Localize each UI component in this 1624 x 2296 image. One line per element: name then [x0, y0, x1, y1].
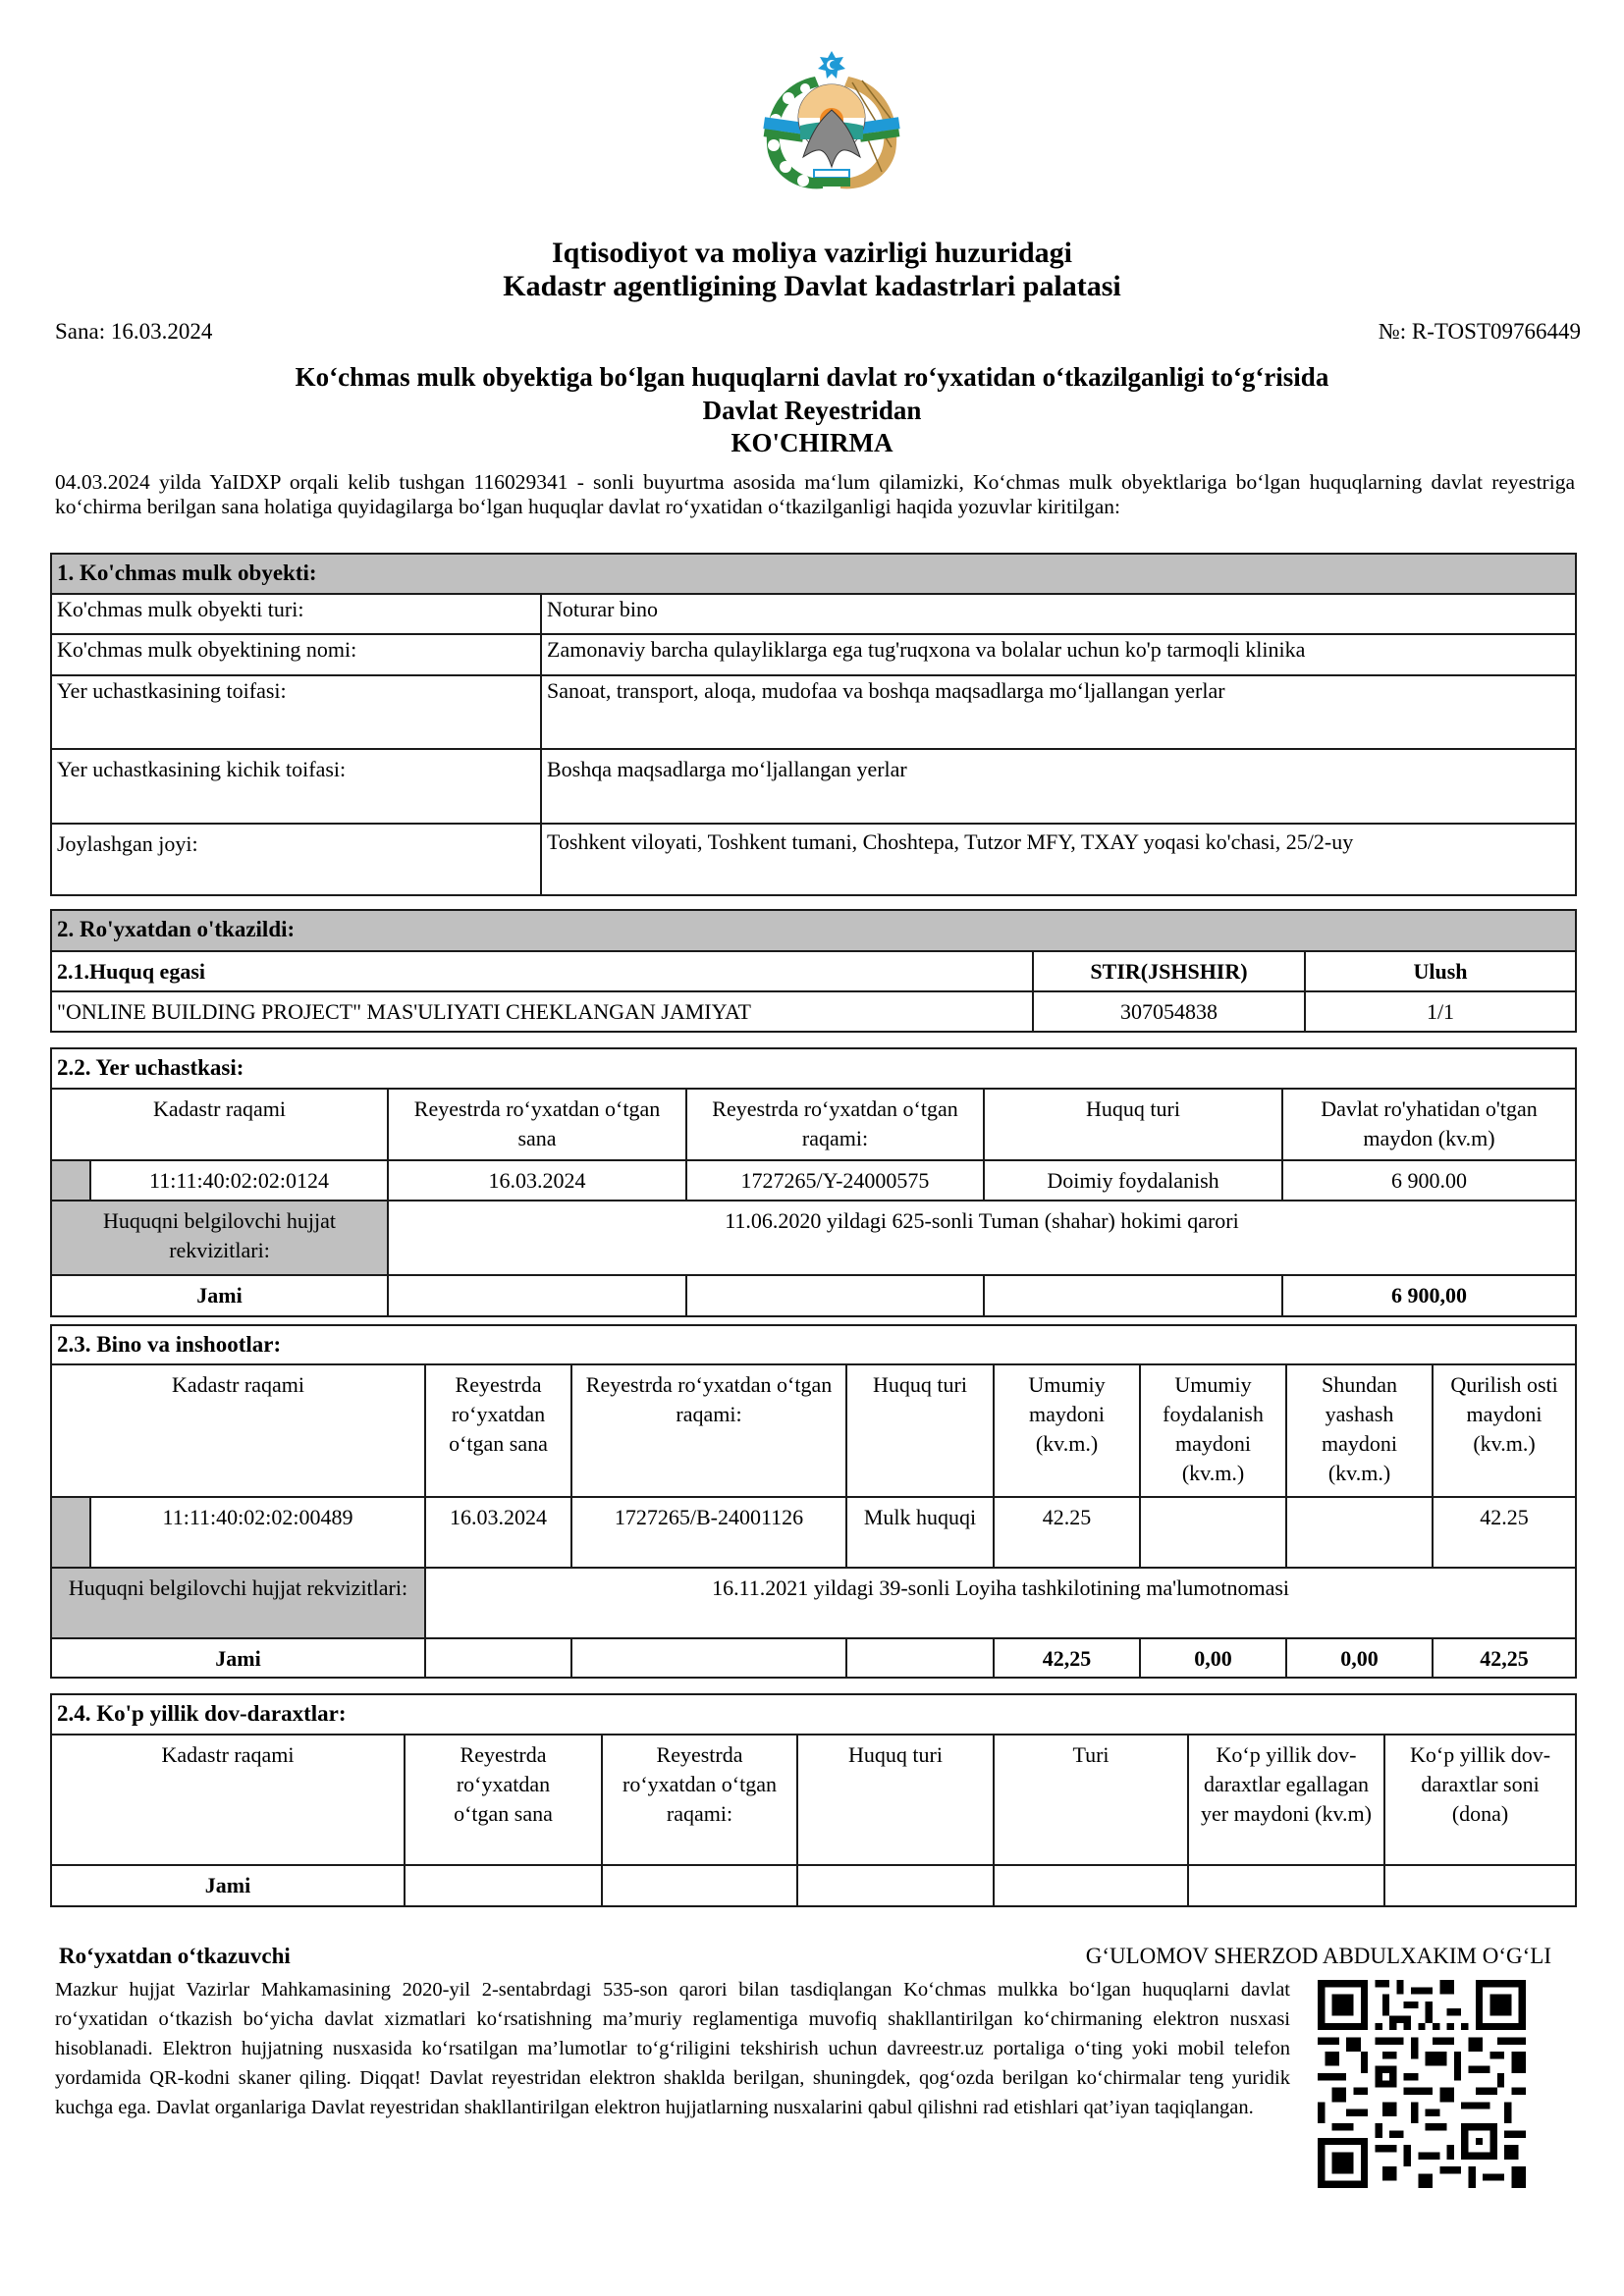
field-label: Ko'chmas mulk obyektining nomi:: [51, 634, 541, 675]
footprint-area: 42.25: [1433, 1497, 1576, 1568]
column-header: Davlat ro'yhatidan o'tgan maydon (kv.m): [1282, 1089, 1576, 1160]
owner-name: "ONLINE BUILDING PROJECT" MAS'ULIYATI CHEKLANGAN JAMIYAT: [51, 991, 1033, 1032]
column-header: Huquq turi: [846, 1364, 994, 1497]
empty-cell: [686, 1275, 984, 1316]
table-row: [51, 1160, 1576, 1201]
title-document-value: 16.11.2021 yildagi 39-sonli Loyiha tashkilotining ma'lumotnomasi: [425, 1568, 1576, 1638]
cadastre-number: 11:11:40:02:02:0124: [90, 1160, 388, 1201]
field-value: Toshkent viloyati, Toshkent tumani, Choshtepa, Tutzor MFY, TXAY yoqasi ko'chasi, 25/2-uy: [541, 824, 1576, 895]
section-2-title: 2. Ro'yxatdan o'tkazildi:: [51, 910, 1576, 951]
living-area-sum: 0,00: [1286, 1638, 1433, 1678]
column-header: Reyestrda ro‘yxatdan o‘tgan sana: [405, 1735, 602, 1865]
empty-cell: [602, 1865, 797, 1906]
registrar-label: Ro‘yxatdan o‘tkazuvchi: [59, 1944, 291, 1968]
table-row: [51, 991, 1576, 1032]
right-type: Doimiy foydalanish: [984, 1160, 1282, 1201]
column-header: Qurilish osti maydoni (kv.m.): [1433, 1364, 1576, 1497]
intro-paragraph: 04.03.2024 yilda YaIDXP orqali kelib tushgan 116029341 - sonli buyurtma asosida ma‘lum qilamizki, Ko‘chmas mulk obyektlariga bo‘lgan huquqlarning davlat reyestriga ko‘chirma berilgan sana holatiga quyidagilarga bo‘lgan huquqlar davlat ro‘yxatidan o‘tkazilganligi haqida yozuvlar kiritilgan:: [55, 470, 1575, 518]
column-header: Reyestrda ro‘yxatdan o‘tgan sana: [388, 1089, 686, 1160]
column-header: Huquq turi: [797, 1735, 994, 1865]
empty-cell: [388, 1275, 686, 1316]
title-document-label: Huquqni belgilovchi hujjat rekvizitlari:: [51, 1568, 425, 1638]
owner-stir: 307054838: [1033, 991, 1305, 1032]
table-row: [51, 824, 1576, 895]
doc-title-line1: Ko‘chmas mulk obyektiga bo‘lgan huquqlarni davlat ro‘yxatidan o‘tkazilganligi to‘g‘risida: [295, 362, 1329, 392]
field-label: Ko'chmas mulk obyekti turi:: [51, 594, 541, 634]
column-header: Reyestrda ro‘yxatdan o‘tgan sana: [425, 1364, 571, 1497]
empty-cell: [846, 1638, 994, 1678]
buildings-table: [50, 1324, 1577, 1679]
perennial-trees-table: [50, 1693, 1577, 1907]
column-header: Kadastr raqami: [51, 1364, 425, 1497]
property-object-table: [50, 553, 1577, 896]
row-marker: [51, 1160, 90, 1201]
common-area: [1140, 1497, 1286, 1568]
table-row: [51, 749, 1576, 824]
common-area-sum: 0,00: [1140, 1638, 1286, 1678]
empty-cell: [425, 1638, 571, 1678]
total-label: Jami: [51, 1638, 425, 1678]
column-header: Umumiy maydoni (kv.m.): [994, 1364, 1140, 1497]
document-number: №: R-TOST09766449: [1378, 319, 1581, 344]
table-row: [51, 675, 1576, 749]
registration-date: 16.03.2024: [425, 1497, 571, 1568]
column-header: Reyestrda ro‘yxatdan o‘tgan raqami:: [602, 1735, 797, 1865]
state-emblem-icon: [754, 49, 909, 196]
registration-number: 1727265/B-24001126: [571, 1497, 846, 1568]
right-type: Mulk huquqi: [846, 1497, 994, 1568]
column-header: Ko‘p yillik dov-daraxtlar egallagan yer maydoni (kv.m): [1188, 1735, 1384, 1865]
section-2-4-title: 2.4. Ko'p yillik dov-daraxtlar:: [51, 1694, 1576, 1735]
living-area: [1286, 1497, 1433, 1568]
footprint-area-sum: 42,25: [1433, 1638, 1576, 1678]
field-value: Zamonaviy barcha qulayliklarga ega tug'ruqxona va bolalar uchun ko'p tarmoqli klinika: [541, 634, 1576, 675]
field-value: Boshqa maqsadlarga mo‘ljallangan yerlar: [541, 749, 1576, 824]
doc-title-line3: KO'CHIRMA: [731, 428, 893, 457]
owner-share: 1/1: [1305, 991, 1576, 1032]
org-title-line1: Iqtisodiyot va moliya vazirligi huzuridagi: [551, 237, 1073, 269]
empty-cell: [994, 1865, 1188, 1906]
table-row: [51, 594, 1576, 634]
column-header: Reyestrda ro‘yxatdan o‘tgan raqami:: [686, 1089, 984, 1160]
field-value: Noturar bino: [541, 594, 1576, 634]
column-header: Kadastr raqami: [51, 1735, 405, 1865]
title-document-label: Huquqni belgilovchi hujjat rekvizitlari:: [51, 1201, 388, 1275]
empty-cell: [797, 1865, 994, 1906]
registration-number: 1727265/Y-24000575: [686, 1160, 984, 1201]
column-header: Ko‘p yillik dov-daraxtlar soni (dona): [1384, 1735, 1576, 1865]
empty-cell: [984, 1275, 1282, 1316]
land-area: 6 900.00: [1282, 1160, 1576, 1201]
column-header: Reyestrda ro‘yxatdan o‘tgan raqami:: [571, 1364, 846, 1497]
stir-header: STIR(JSHSHIR): [1033, 951, 1305, 991]
section-2-3-title: 2.3. Bino va inshootlar:: [51, 1325, 1576, 1364]
registration-date: 16.03.2024: [388, 1160, 686, 1201]
share-header: Ulush: [1305, 951, 1576, 991]
document-date: Sana: 16.03.2024: [55, 319, 213, 344]
column-header: Huquq turi: [984, 1089, 1282, 1160]
land-plot-table: [50, 1047, 1577, 1317]
legal-notice: Mazkur hujjat Vazirlar Mahkamasining 2020-yil 2-sentabrdagi 535-son qarori bilan tasdiqlangan Ko‘chmas mulkka bo‘lgan huquqlarni davlat ro‘yxatidan o‘tkazish bo‘yicha davlat xizmatlari ko‘rsatishning ma’muriy reglamentiga muvofiq shakllantirilgan ko‘chirmaning elektron nusxasi hisoblanadi. Elektron hujjatning nusxasida ko‘rsatilgan ma’lumotlar to‘g‘riligini tekshirish uchun davreestr.uz portaliga o‘ting yoki mobil telefon yordamida QR-kodni skaner qiling. Diqqat! Davlat reyestridan elektron shaklda berilgan, shuningdek, qog‘ozda berilgan ko‘chirmalar teng yuridik kuchga ega. Davlat organlariga Davlat reyestridan shakllantirilgan elektron hujjatlarning nusxalarini qabul qilishni rad etishlari qat’iyan taqiqlangan.: [55, 1979, 1290, 2118]
empty-cell: [1384, 1865, 1576, 1906]
org-title-line2: Kadastr agentligining Davlat kadastrlari palatasi: [503, 270, 1121, 302]
title-document-value: 11.06.2020 yildagi 625-sonli Tuman (shahar) hokimi qarori: [388, 1201, 1576, 1275]
row-marker: [51, 1497, 90, 1568]
table-row: [51, 634, 1576, 675]
registration-owner-table: [50, 909, 1577, 1033]
section-1-title: 1. Ko'chmas mulk obyekti:: [51, 554, 1576, 594]
column-header: Kadastr raqami: [51, 1089, 388, 1160]
empty-cell: [405, 1865, 602, 1906]
total-label: Jami: [51, 1275, 388, 1316]
empty-cell: [1188, 1865, 1384, 1906]
qr-code-icon[interactable]: [1318, 1975, 1526, 2193]
total-area: 6 900,00: [1282, 1275, 1576, 1316]
total-area-sum: 42,25: [994, 1638, 1140, 1678]
column-header: Umumiy foydalanish maydoni (kv.m.): [1140, 1364, 1286, 1497]
empty-cell: [571, 1638, 846, 1678]
cadastre-number: 11:11:40:02:02:00489: [90, 1497, 425, 1568]
table-row: [51, 1497, 1576, 1568]
field-label: Yer uchastkasining kichik toifasi:: [51, 749, 541, 824]
field-value: Sanoat, transport, aloqa, mudofaa va boshqa maqsadlarga mo‘ljallangan yerlar: [541, 675, 1576, 749]
column-header: Turi: [994, 1735, 1188, 1865]
registrar-name: G‘ULOMOV SHERZOD ABDULXAKIM O‘G‘LI: [1085, 1944, 1551, 1968]
owner-header: 2.1.Huquq egasi: [51, 951, 1033, 991]
field-label: Joylashgan joyi:: [51, 824, 541, 895]
column-header: Shundan yashash maydoni (kv.m.): [1286, 1364, 1433, 1497]
section-2-2-title: 2.2. Yer uchastkasi:: [51, 1048, 1576, 1089]
total-area: 42.25: [994, 1497, 1140, 1568]
field-label: Yer uchastkasining toifasi:: [51, 675, 541, 749]
total-label: Jami: [51, 1865, 405, 1906]
doc-title-line2: Davlat Reyestridan: [702, 396, 922, 425]
